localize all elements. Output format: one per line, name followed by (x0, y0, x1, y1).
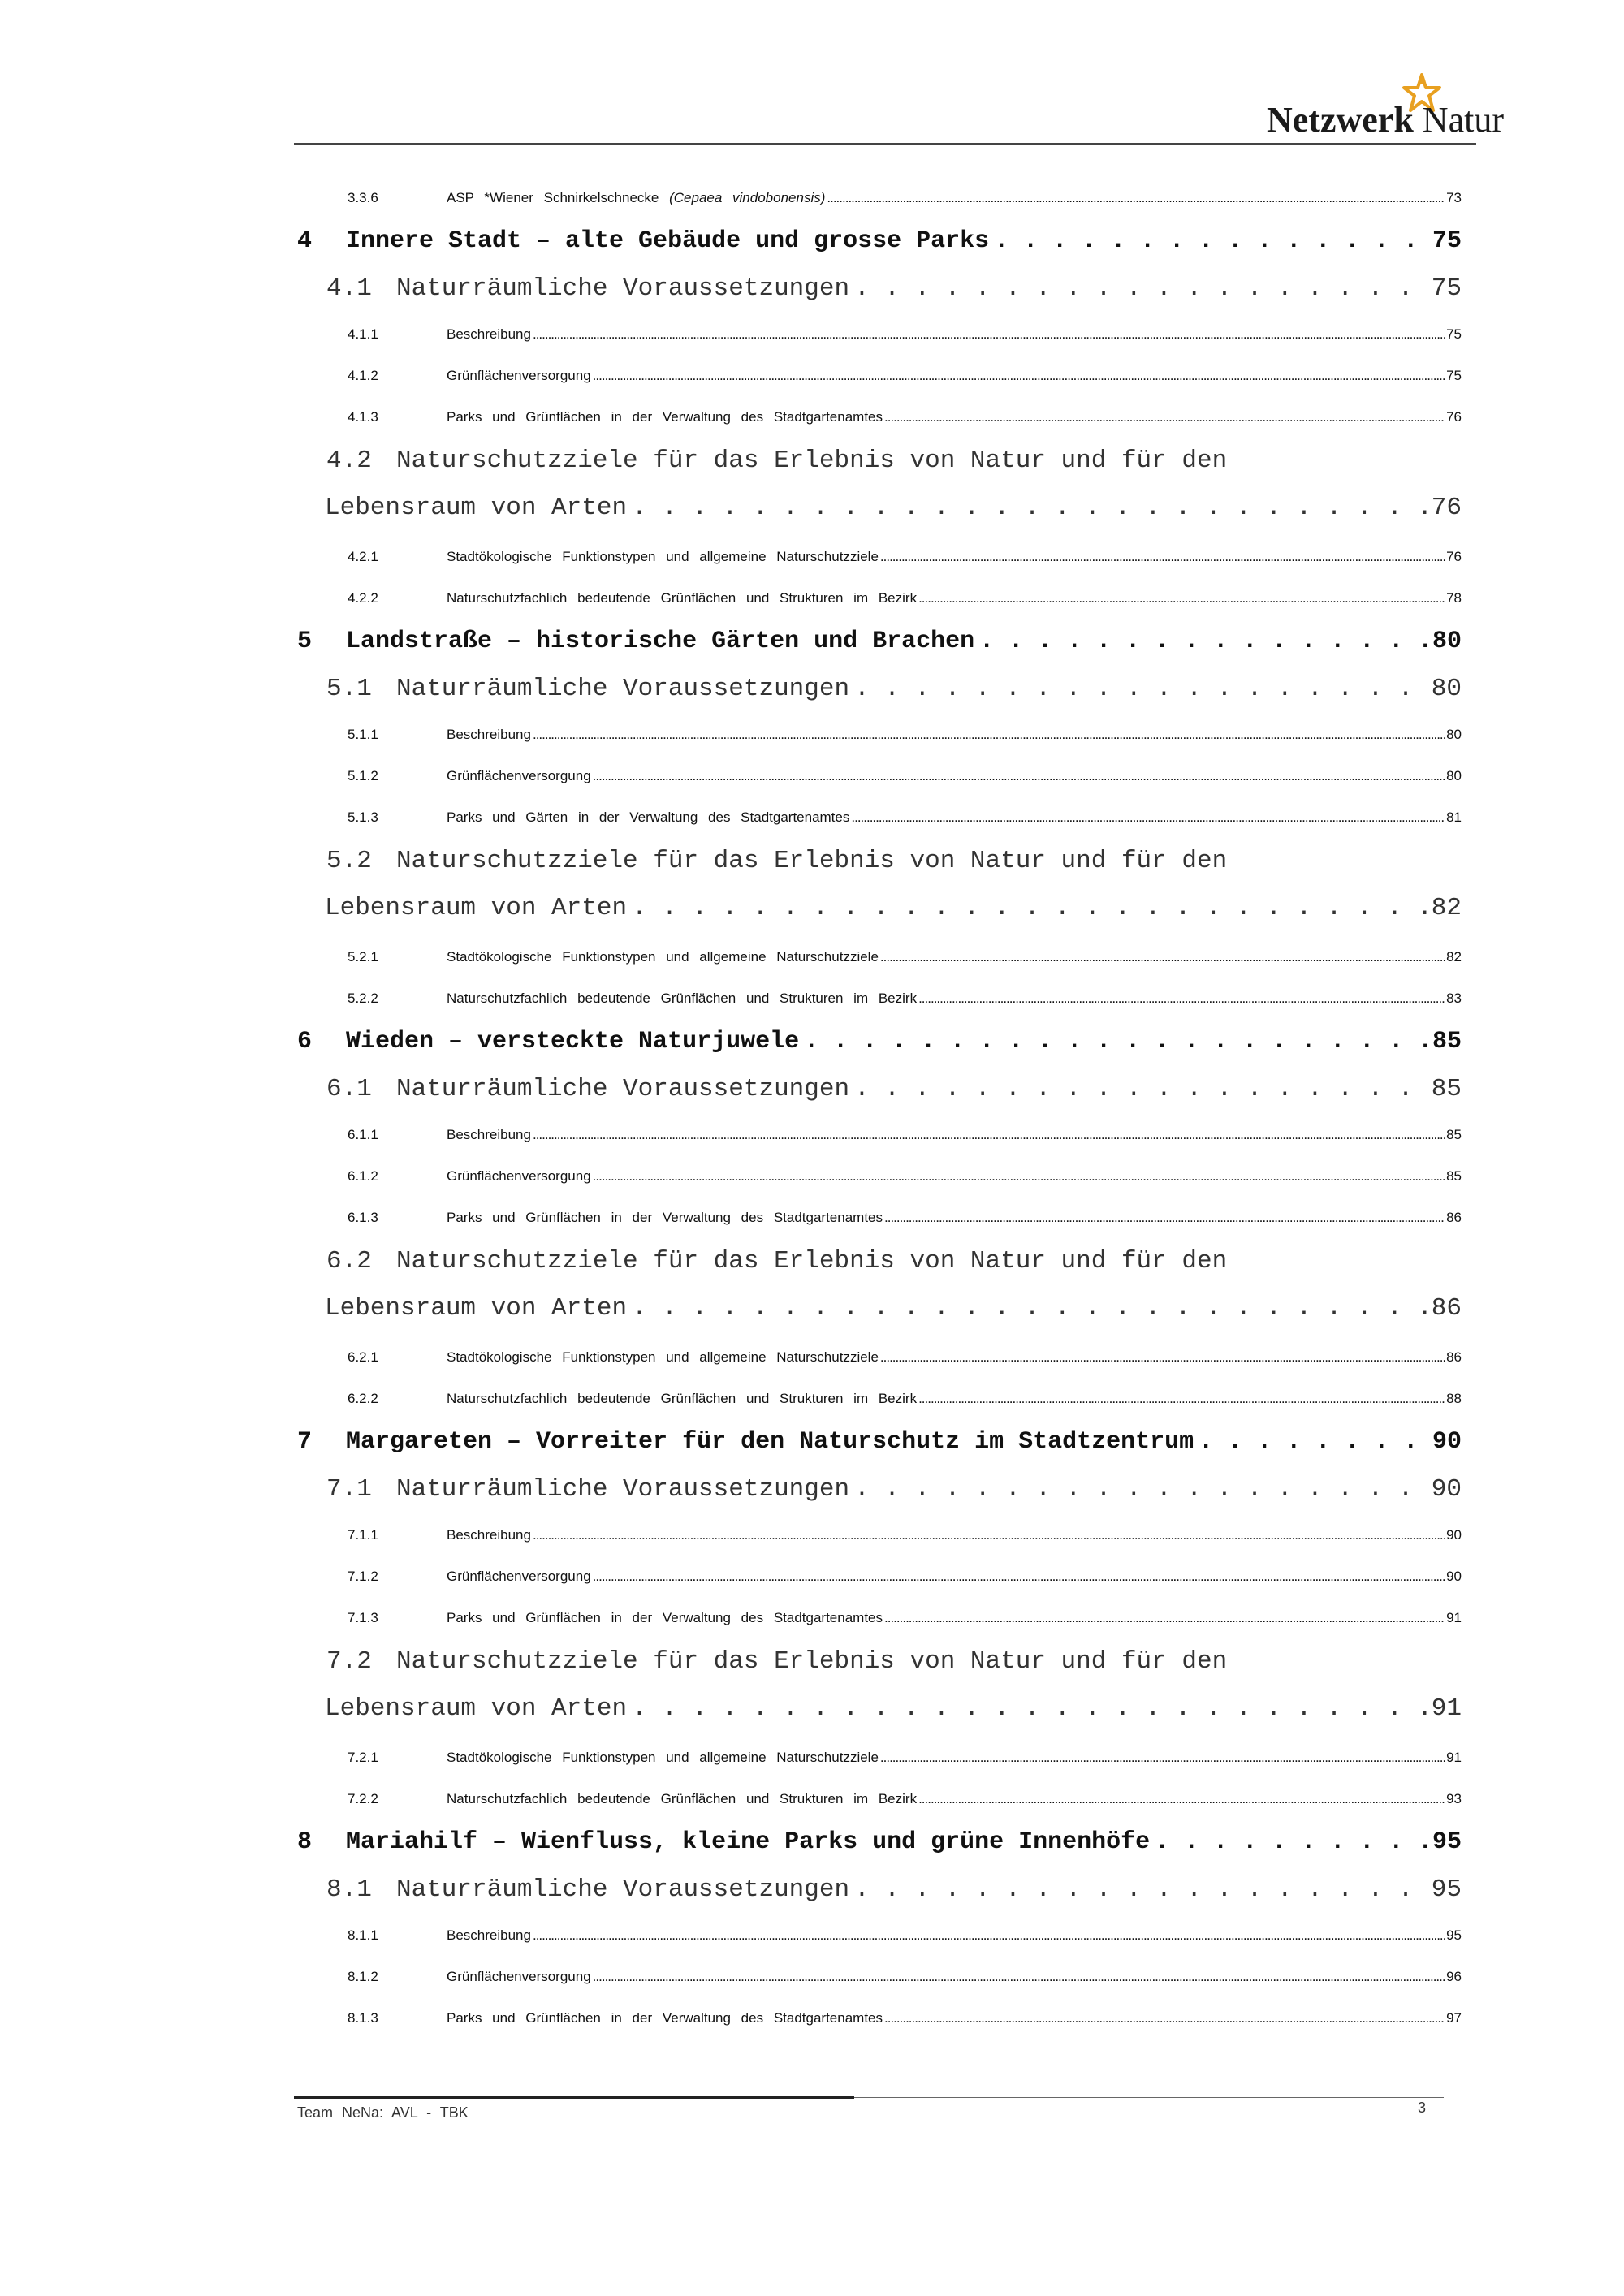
toc-entry-level3[interactable] (348, 409, 1462, 425)
toc-number: 3.3.6 (348, 190, 378, 205)
toc-entry-level3[interactable] (348, 1168, 1462, 1185)
toc-entry-level3[interactable] (348, 768, 1462, 784)
toc-title: Stadtökologische Funktionstypen und allgemeine Naturschutzziele (447, 1349, 879, 1365)
toc-title: Beschreibung (447, 1927, 531, 1943)
toc-title: Beschreibung (447, 326, 531, 342)
toc-title: Wieden – versteckte Naturjuwele (346, 1028, 800, 1055)
toc-title: Parks und Grünflächen in der Verwaltung des Stadtgartenamtes (447, 2010, 883, 2026)
toc-number: 6.1 (326, 1075, 372, 1103)
toc-entry-level3[interactable] (348, 1969, 1462, 1985)
toc-entry-level2-cont[interactable] (325, 1294, 1462, 1323)
toc-entry-level3[interactable] (348, 949, 1462, 965)
footer-team: Team NeNa: AVL - TBK (297, 2104, 469, 2121)
toc-leader (854, 1075, 1427, 1103)
toc-title: Grünflächenversorgung (447, 1969, 591, 1984)
toc-leader (593, 768, 1445, 784)
header-rule (294, 143, 1476, 145)
toc-leader (880, 949, 1445, 965)
toc-leader (918, 1791, 1445, 1807)
toc-number: 5.1 (326, 675, 372, 703)
toc-entry-level3[interactable] (348, 809, 1462, 826)
toc-leader (884, 1210, 1445, 1226)
toc-leader (994, 227, 1427, 255)
toc-number: 7.2.2 (348, 1791, 378, 1806)
footer-rule-thin (854, 2097, 1444, 2098)
toc-page: 95 (1431, 1875, 1462, 1904)
toc-page: 82 (1446, 949, 1462, 965)
toc-title: Grünflächenversorgung (447, 368, 591, 383)
toc-number: 6.2.1 (348, 1349, 378, 1365)
toc-title: Parks und Gärten in der Verwaltung des Stadtgartenamtes (447, 809, 850, 825)
toc-title: Grünflächenversorgung (447, 768, 591, 783)
toc-title: Naturschutzziele für das Erlebnis von Natur und für den (396, 1247, 1228, 1275)
toc-leader (918, 1391, 1445, 1407)
toc-number: 5.1.1 (348, 727, 378, 742)
toc-title: Beschreibung (447, 1527, 531, 1543)
footer-rule (294, 2096, 854, 2099)
toc-page: 83 (1446, 990, 1462, 1006)
toc-number: 8.1 (326, 1875, 372, 1904)
toc-entry-level2-cont[interactable] (325, 494, 1462, 522)
toc-title: Landstraße – historische Gärten und Brachen (346, 628, 975, 655)
toc-title: Mariahilf – Wienfluss, kleine Parks und grüne Innenhöfe (346, 1828, 1151, 1856)
toc-page: 86 (1431, 1294, 1462, 1323)
toc-number: 4.1.1 (348, 326, 378, 342)
toc-leader (632, 1694, 1427, 1723)
toc-leader (593, 1969, 1445, 1985)
toc-page: 80 (1446, 727, 1462, 742)
toc-leader (804, 1028, 1427, 1055)
toc-page: 90 (1446, 1527, 1462, 1543)
toc-leader (918, 990, 1445, 1007)
toc-title: Grünflächenversorgung (447, 1569, 591, 1584)
toc-page: 85 (1446, 1168, 1462, 1184)
toc-page: 88 (1446, 1391, 1462, 1406)
toc-number: 6.2 (326, 1247, 372, 1275)
toc-number: 6.1.1 (348, 1127, 378, 1142)
toc-entry-level3[interactable] (348, 1569, 1462, 1585)
toc-number: 6.1.3 (348, 1210, 378, 1225)
toc-entry-level3[interactable] (348, 190, 1462, 206)
toc-number: 4.2 (326, 447, 372, 475)
toc-entry-level3[interactable] (348, 326, 1462, 343)
toc-leader (880, 1349, 1445, 1366)
footer-page-number: 3 (1418, 2100, 1427, 2116)
toc-leader (1199, 1428, 1427, 1456)
toc-entry-level1[interactable] (297, 628, 1462, 655)
toc-entry-level3[interactable] (348, 1391, 1462, 1407)
toc-page: 96 (1446, 1969, 1462, 1984)
toc-page: 90 (1431, 1475, 1462, 1504)
toc-title: Parks und Grünflächen in der Verwaltung des Stadtgartenamtes (447, 409, 883, 425)
toc-title: ASP *Wiener Schnirkelschnecke (Cepaea vindobonensis) (447, 190, 826, 205)
toc-leader (884, 1610, 1445, 1626)
toc-entry-level3[interactable] (348, 990, 1462, 1007)
toc-title: Naturräumliche Voraussetzungen (396, 675, 850, 703)
toc-page: 85 (1446, 1127, 1462, 1142)
toc-title-cont: Lebensraum von Arten (325, 494, 628, 522)
toc-number: 5.1.2 (348, 768, 378, 783)
toc-leader (854, 1875, 1427, 1904)
toc-leader (533, 1927, 1445, 1944)
toc-entry-level2[interactable] (326, 1647, 1227, 1676)
toc-page: 91 (1431, 1694, 1462, 1723)
toc-entry-level1[interactable] (297, 1428, 1462, 1456)
toc-page: 91 (1446, 1750, 1462, 1765)
toc-number: 7.1.2 (348, 1569, 378, 1584)
toc-leader (880, 1750, 1445, 1766)
toc-entry-level1[interactable] (297, 1028, 1462, 1055)
toc-leader (880, 549, 1445, 565)
toc-number: 5.1.3 (348, 809, 378, 825)
toc-page: 81 (1446, 809, 1462, 825)
toc-entry-level3[interactable] (348, 1927, 1462, 1944)
toc-entry-level2[interactable] (326, 1475, 1462, 1504)
toc-leader (1155, 1828, 1427, 1856)
toc-page: 76 (1446, 409, 1462, 425)
toc-number: 4 (297, 227, 313, 255)
logo-text: Netzwerk Natur (1267, 100, 1504, 140)
toc-title: Innere Stadt – alte Gebäude und grosse Parks (346, 227, 990, 255)
toc-number: 5.2.1 (348, 949, 378, 965)
toc-page: 86 (1446, 1349, 1462, 1365)
toc-title: Naturräumliche Voraussetzungen (396, 1875, 850, 1904)
toc-title-cont: Lebensraum von Arten (325, 894, 628, 922)
toc-leader (851, 809, 1445, 826)
toc-title: Naturräumliche Voraussetzungen (396, 274, 850, 303)
toc-number: 6 (297, 1028, 313, 1055)
toc-page: 82 (1431, 894, 1462, 922)
toc-page: 97 (1446, 2010, 1462, 2026)
toc-entry-level3[interactable] (348, 1527, 1462, 1543)
toc-leader (533, 727, 1445, 743)
toc-leader (632, 894, 1427, 922)
toc-entry-level3[interactable] (348, 549, 1462, 565)
toc-page: 93 (1446, 1791, 1462, 1806)
toc-leader (593, 1569, 1445, 1585)
toc-title: Stadtökologische Funktionstypen und allgemeine Naturschutzziele (447, 1750, 879, 1765)
toc-number: 8.1.2 (348, 1969, 378, 1984)
toc-number: 7.1.1 (348, 1527, 378, 1543)
toc-leader (854, 1475, 1427, 1504)
toc-leader (533, 1127, 1445, 1143)
toc-title: Naturschutzfachlich bedeutende Grünflächen und Strukturen im Bezirk (447, 1391, 918, 1406)
toc-number: 7.2.1 (348, 1750, 378, 1765)
toc-title: Naturschutzfachlich bedeutende Grünflächen und Strukturen im Bezirk (447, 1791, 918, 1806)
toc-title: Naturräumliche Voraussetzungen (396, 1475, 850, 1504)
toc-page: 95 (1432, 1828, 1462, 1856)
toc-leader (632, 494, 1427, 522)
toc-title-cont: Lebensraum von Arten (325, 1694, 628, 1723)
toc-title: Stadtökologische Funktionstypen und allgemeine Naturschutzziele (447, 549, 879, 564)
toc-title: Stadtökologische Funktionstypen und allgemeine Naturschutzziele (447, 949, 879, 965)
toc-number: 5 (297, 628, 313, 655)
toc-page: 78 (1446, 590, 1462, 606)
toc-title: Beschreibung (447, 1127, 531, 1142)
toc-leader (918, 590, 1445, 606)
toc-number: 4.1.3 (348, 409, 378, 425)
toc-number: 4.1.2 (348, 368, 378, 383)
toc-entry-level3[interactable] (348, 1750, 1462, 1766)
toc-page: 91 (1446, 1610, 1462, 1625)
toc-title: Naturräumliche Voraussetzungen (396, 1075, 850, 1103)
toc-number: 6.2.2 (348, 1391, 378, 1406)
toc-leader (632, 1294, 1427, 1323)
toc-title: Grünflächenversorgung (447, 1168, 591, 1184)
toc-title: Margareten – Vorreiter für den Naturschutz im Stadtzentrum (346, 1428, 1194, 1456)
toc-entry-level2-cont[interactable] (325, 1694, 1462, 1723)
toc-entry-level2[interactable] (326, 847, 1227, 875)
toc-title: Naturschutzfachlich bedeutende Grünflächen und Strukturen im Bezirk (447, 990, 918, 1006)
toc-page: 85 (1431, 1075, 1462, 1103)
toc-number: 6.1.2 (348, 1168, 378, 1184)
toc-entry-level3[interactable] (348, 1127, 1462, 1143)
toc-number: 8.1.3 (348, 2010, 378, 2026)
toc-entry-level2-cont[interactable] (325, 894, 1462, 922)
toc-entry-level2[interactable] (326, 1875, 1462, 1904)
toc-entry-level2[interactable] (326, 1247, 1227, 1275)
toc-number: 5.2 (326, 847, 372, 875)
toc-number: 8.1.1 (348, 1927, 378, 1943)
toc-leader (593, 1168, 1445, 1185)
toc-leader (593, 368, 1445, 384)
toc-page: 85 (1432, 1028, 1462, 1055)
toc-title: Beschreibung (447, 727, 531, 742)
toc-entry-level3[interactable] (348, 590, 1462, 606)
toc-leader (979, 628, 1427, 655)
toc-page: 75 (1431, 274, 1462, 303)
toc-page: 76 (1431, 494, 1462, 522)
toc-leader (884, 2010, 1445, 2026)
toc-number: 4.1 (326, 274, 372, 303)
toc-leader (854, 675, 1427, 703)
toc-title: Parks und Grünflächen in der Verwaltung des Stadtgartenamtes (447, 1610, 883, 1625)
toc-entry-level2[interactable] (326, 675, 1462, 703)
toc-title: Naturschutzziele für das Erlebnis von Natur und für den (396, 447, 1228, 475)
netzwerk-natur-logo (1267, 73, 1510, 138)
toc-page: 80 (1432, 628, 1462, 655)
toc-page: 73 (1446, 190, 1462, 205)
toc-entry-level3[interactable] (348, 1210, 1462, 1226)
toc-page: 75 (1432, 227, 1462, 255)
toc-title-italic: (Cepaea vindobonensis) (669, 190, 826, 205)
toc-entry-level2[interactable] (326, 274, 1462, 303)
toc-number: 7 (297, 1428, 313, 1456)
toc-page: 76 (1446, 549, 1462, 564)
toc-leader (827, 190, 1445, 206)
toc-entry-level1[interactable] (297, 227, 1462, 255)
toc-title-cont: Lebensraum von Arten (325, 1294, 628, 1323)
toc-number: 7.1.3 (348, 1610, 378, 1625)
toc-entry-level3[interactable] (348, 727, 1462, 743)
toc-leader (854, 274, 1427, 303)
toc-leader (533, 1527, 1445, 1543)
toc-title: Naturschutzfachlich bedeutende Grünflächen und Strukturen im Bezirk (447, 590, 918, 606)
toc-entry-level3[interactable] (348, 368, 1462, 384)
toc-entry-level3[interactable] (348, 1610, 1462, 1626)
toc-entry-level3[interactable] (348, 2010, 1462, 2026)
toc-entry-level3[interactable] (348, 1791, 1462, 1807)
toc-page: 95 (1446, 1927, 1462, 1943)
toc-leader (884, 409, 1445, 425)
toc-number: 5.2.2 (348, 990, 378, 1006)
toc-number: 4.2.2 (348, 590, 378, 606)
toc-page: 86 (1446, 1210, 1462, 1225)
toc-page: 75 (1446, 326, 1462, 342)
toc-title: Naturschutzziele für das Erlebnis von Natur und für den (396, 1647, 1228, 1676)
toc-entry-level3[interactable] (348, 1349, 1462, 1366)
toc-number: 8 (297, 1828, 313, 1856)
toc-entry-level2[interactable] (326, 1075, 1462, 1103)
toc-page: 75 (1446, 368, 1462, 383)
toc-entry-level2[interactable] (326, 447, 1227, 475)
toc-number: 7.2 (326, 1647, 372, 1676)
toc-page: 80 (1431, 675, 1462, 703)
toc-number: 7.1 (326, 1475, 372, 1504)
toc-title: Naturschutzziele für das Erlebnis von Natur und für den (396, 847, 1228, 875)
toc-page: 90 (1432, 1428, 1462, 1456)
toc-page: 80 (1446, 768, 1462, 783)
toc-entry-level1[interactable] (297, 1828, 1462, 1856)
toc-page: 90 (1446, 1569, 1462, 1584)
toc-title: Parks und Grünflächen in der Verwaltung des Stadtgartenamtes (447, 1210, 883, 1225)
toc-leader (533, 326, 1445, 343)
toc-number: 4.2.1 (348, 549, 378, 564)
